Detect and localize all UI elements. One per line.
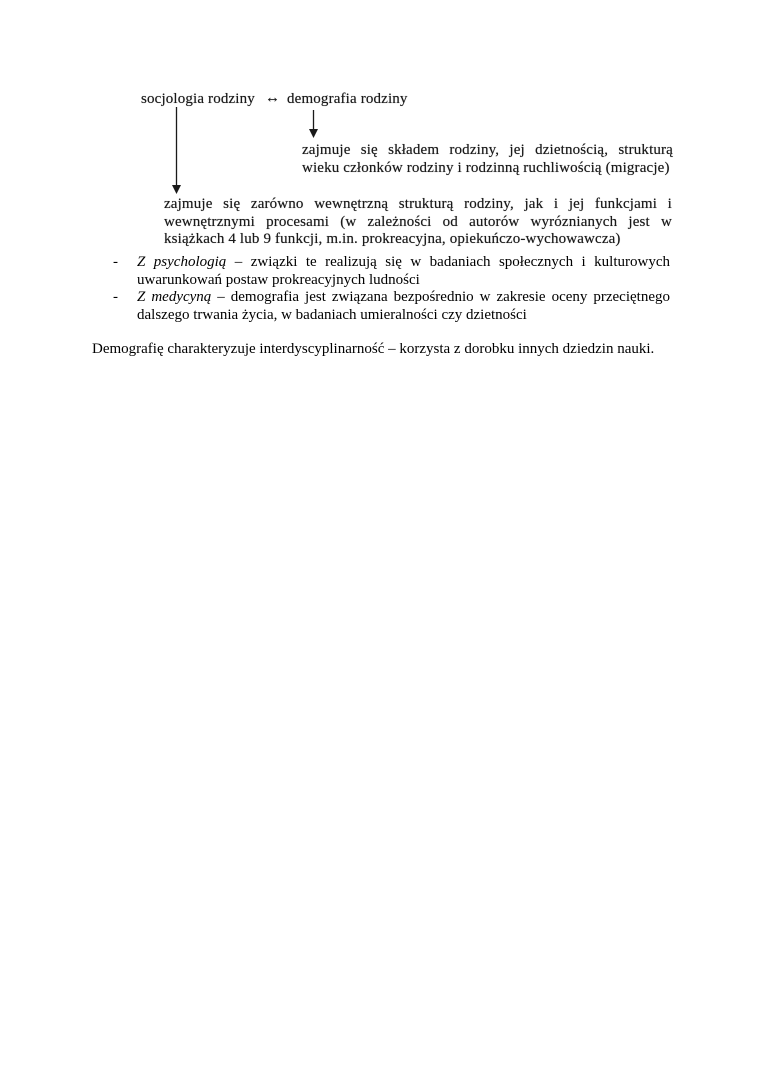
demography-description <box>302 142 673 177</box>
list-item-text: – związki te realizują się w badaniach społecznych i kulturowych <box>226 254 670 270</box>
description-line: książkach 4 lub 9 funkcji, m.in. prokreacyjna, opiekuńczo-wychowawcza) <box>164 231 621 247</box>
list-item-line: uwarunkowań postaw prokreacyjnych ludności <box>137 271 420 288</box>
list-item-line <box>137 289 670 307</box>
diagram-label-sociology: socjologia rodziny <box>141 91 255 107</box>
list-item-text: – demografia jest związana bezpośrednio w zakresie oceny przeciętnego <box>211 289 670 305</box>
list-item-medicine <box>113 289 670 324</box>
list-item-body <box>137 254 670 289</box>
list-item-lead: Z psychologią <box>137 254 227 270</box>
closing-paragraph: Demografię charakteryzuje interdyscyplinarność – korzysta z dorobku innych dziedzin nauki. <box>92 341 655 357</box>
description-line: wewnętrznymi procesami (w zależności od autorów wyróznianych jest w <box>164 213 672 230</box>
description-line: zajmuje się zarówno wewnętrzną strukturą rodziny, jak i jej funkcjami i <box>164 196 672 212</box>
list-item-body <box>137 289 670 324</box>
bullet-marker: - <box>113 254 118 270</box>
diagram-label-demography: demografia rodziny <box>287 91 408 107</box>
down-arrow-sociology-icon <box>169 107 184 194</box>
list-item-line: dalszego trwania życia, w badaniach umieralności czy dzietności <box>137 306 527 323</box>
description-line: wieku członków rodziny i rodzinną ruchliwością (migracje) <box>302 159 670 176</box>
sociology-description <box>164 196 672 249</box>
relations-list <box>113 254 670 324</box>
list-item-lead: Z medycyną <box>137 289 212 305</box>
list-item-line <box>137 254 670 272</box>
list-item-psychology <box>113 254 670 289</box>
description-line: zajmuje się składem rodziny, jej dzietnością, strukturą <box>302 142 673 158</box>
down-arrow-demography-icon <box>306 110 321 138</box>
double-arrow-icon: ↔ <box>265 90 281 106</box>
bullet-marker: - <box>113 289 118 305</box>
